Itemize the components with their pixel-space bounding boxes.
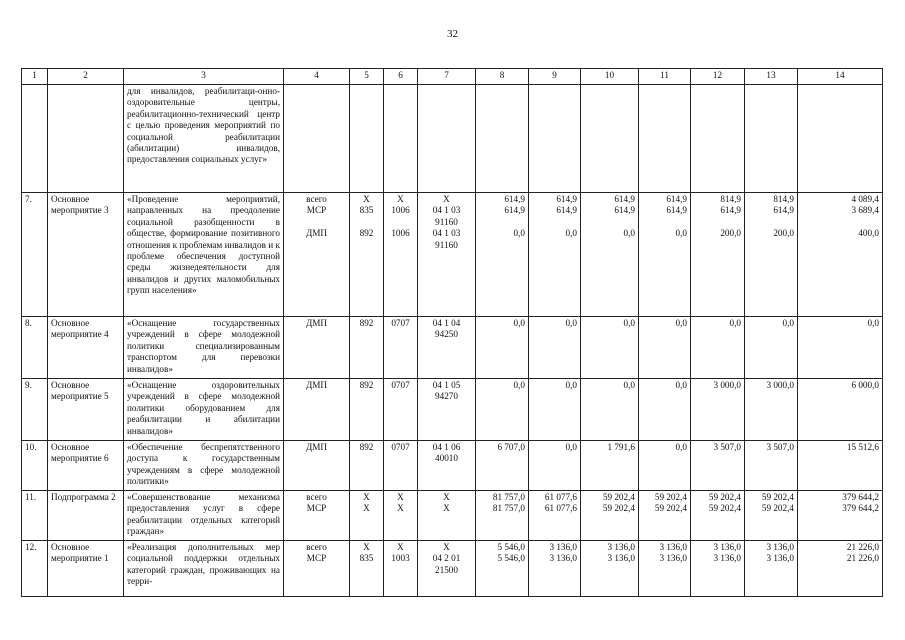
target-article-code-value: X [443,503,450,514]
year-amount [476,441,529,491]
year-amount [639,441,691,491]
amount-value: 3 136,0 [607,542,635,552]
program-row [22,541,883,597]
target-article-code-value: X [443,492,450,502]
funding-source [284,441,350,491]
amount-value: 0,0 [565,442,577,452]
funding-source-value: ДМП [305,318,328,328]
amount-value: 614,9 [614,194,635,204]
amount-value: 614,9 [666,205,687,216]
amount-value: 0,0 [782,318,794,328]
program-name: Подпрограмма 2 [48,491,124,541]
amount-value: 3 136,0 [549,542,577,552]
grbs-code [350,541,384,597]
activity-description: «Реализация дополнительных мер социальной поддержки отдельных категорий граждан, проживающих на терри- [124,541,284,597]
grbs-code [350,441,384,491]
grbs-code [350,491,384,541]
activity-description: для инвалидов, реабилитаци-онно-оздоровительные центры, реабилитационно-технический центр с целью проведения мероприятий по социальной реабилитации (абилитации) инвалидов, предоставления социальных услуг» [124,85,284,193]
column-header: 13 [745,69,798,85]
amount-value: 814,9 [720,194,741,204]
amount-value: 59 202,4 [708,492,741,502]
section-code-value: 0707 [391,318,410,328]
funding-source-value: ДМП [305,442,328,452]
program-row [22,379,883,441]
program-name: Основное мероприятие 6 [48,441,124,491]
year-amount [798,491,883,541]
year-amount [798,379,883,441]
year-amount [476,491,529,541]
amount-value: 614,9 [556,205,577,216]
program-row [22,193,883,317]
year-amount [476,541,529,597]
amount-value: 400,0 [858,228,879,239]
amount-value: 3 136,0 [766,553,794,564]
funding-source-value: всего [306,194,327,204]
amount-value: 0,0 [513,380,525,390]
continuation-row [22,85,883,193]
amount-value: 59 202,4 [654,503,687,514]
section-code-value: X [397,492,404,502]
year-amount [476,379,529,441]
section-code [384,491,418,541]
amount-value: 379 644,2 [842,503,879,514]
section-code-value: 0707 [391,380,410,390]
amount-value: 3 136,0 [607,553,635,564]
activity-description: «Оснащение государственных учреждений в сфере молодежной политики специализированным транспортом для перевозки инвалидов» [124,317,284,379]
amount-value: 0,0 [729,318,741,328]
amount-value: 81 757,0 [492,503,525,514]
amount-value: 3 136,0 [659,553,687,564]
year-amount [529,317,581,379]
grbs-code-value: 835 [359,205,374,216]
section-code-value: 1006 [391,228,410,239]
section-code [384,193,418,317]
section-code [384,317,418,379]
amount-value: 614,9 [504,205,525,216]
column-header: 5 [350,69,384,85]
section-code-value: X [397,542,404,552]
amount-value: 614,9 [504,194,525,204]
amount-value: 0,0 [675,380,687,390]
year-amount [529,193,581,317]
column-header: 10 [581,69,639,85]
year-amount [529,541,581,597]
year-amount [581,441,639,491]
amount-value: 81 757,0 [492,492,525,502]
amount-value: 0,0 [675,228,687,239]
year-amount [581,491,639,541]
funding-source-value: ДМП [305,380,328,390]
target-article-code-value: 04 1 06 40010 [432,442,461,464]
amount-value: 1 791,6 [607,442,635,452]
program-name: Основное мероприятие 5 [48,379,124,441]
amount-value: 0,0 [623,380,635,390]
year-amount [639,317,691,379]
section-code-value: 0707 [391,442,410,452]
target-article-code [418,379,476,441]
row-number: 7. [22,193,48,317]
target-article-code-value: X [443,194,450,204]
funding-source-value: МСР [306,205,327,216]
section-code-value: X [397,503,404,514]
amount-value: 59 202,4 [602,492,635,502]
target-article-code-value: 04 2 01 21500 [432,553,461,575]
amount-value: 614,9 [720,205,741,216]
amount-value: 6 000,0 [851,380,879,390]
program-name: Основное мероприятие 1 [48,541,124,597]
funding-source [284,491,350,541]
year-amount [581,317,639,379]
amount-value: 0,0 [675,442,687,452]
activity-description: «Проведение мероприятий, направленных на преодоление социальной разобщенности в обществе, формирование позитивного отношения к проблемам инвалидов и к проблеме обеспечения доступной среды жизнедеятельности для инвалидов и других маломобильных групп населения» [124,193,284,317]
target-article-code-value: 04 1 04 94250 [432,318,461,340]
funding-source [284,193,350,317]
year-amount [691,491,745,541]
column-header: 12 [691,69,745,85]
amount-value: 61 077,6 [544,492,577,502]
activity-description: «Обеспечение беспрепятственного доступа к государственным учреждениям в сфере молодежной политики» [124,441,284,491]
section-code [384,379,418,441]
year-amount [476,317,529,379]
row-number: 8. [22,317,48,379]
funding-source-value: МСР [306,503,327,514]
amount-value: 15 512,6 [846,442,879,452]
year-amount [529,379,581,441]
grbs-code [350,379,384,441]
column-header: 14 [798,69,883,85]
target-article-code-value: 04 1 03 91160 [432,228,461,250]
year-amount [691,193,745,317]
program-row [22,491,883,541]
activity-description: «Совершенствование механизма предоставления услуг в сфере реабилитации отдельных категорий граждан» [124,491,284,541]
target-article-code [418,541,476,597]
amount-value: 614,9 [556,194,577,204]
year-amount [581,379,639,441]
grbs-code-value: 892 [359,442,374,452]
amount-value: 614,9 [666,194,687,204]
amount-value: 0,0 [565,228,577,239]
row-number: 12. [22,541,48,597]
program-row [22,441,883,491]
amount-value: 3 689,4 [851,205,879,216]
section-code [384,441,418,491]
amount-value: 200,0 [773,228,794,239]
amount-value: 21 226,0 [846,553,879,564]
target-article-code [418,193,476,317]
amount-value: 3 136,0 [766,542,794,552]
year-amount [581,193,639,317]
amount-value: 3 000,0 [713,380,741,390]
amount-value: 0,0 [623,228,635,239]
target-article-code-value: 04 1 05 94270 [432,380,461,402]
page-number: 32 [447,28,458,40]
amount-value: 59 202,4 [761,503,794,514]
grbs-code-value: 892 [359,318,374,328]
table-body [22,69,883,597]
funding-source-value: МСР [306,553,327,564]
amount-value: 0,0 [675,318,687,328]
year-amount [745,441,798,491]
row-number: 11. [22,491,48,541]
amount-value: 200,0 [720,228,741,239]
target-article-code-value: X [443,542,450,552]
section-code-value: 1006 [391,205,410,216]
year-amount [745,491,798,541]
grbs-code [350,193,384,317]
amount-value: 3 507,0 [713,442,741,452]
target-article-code [418,441,476,491]
target-article-code [418,491,476,541]
amount-value: 614,9 [773,205,794,216]
amount-value: 6 707,0 [497,442,525,452]
year-amount [639,541,691,597]
grbs-code [350,317,384,379]
year-amount [529,441,581,491]
year-amount [745,541,798,597]
amount-value: 614,9 [614,205,635,216]
funding-source [284,317,350,379]
amount-value: 0,0 [565,318,577,328]
grbs-code-value: X [363,492,370,502]
funding-source [284,541,350,597]
section-code-value: X [397,194,404,204]
column-header: 1 [22,69,48,85]
year-amount [798,441,883,491]
amount-value: 59 202,4 [602,503,635,514]
year-amount [691,541,745,597]
section-code-value: 1003 [391,553,410,564]
year-amount [476,193,529,317]
amount-value: 3 136,0 [659,542,687,552]
year-amount [745,317,798,379]
year-amount [529,491,581,541]
amount-value: 4 089,4 [851,194,879,204]
amount-value: 3 136,0 [713,553,741,564]
amount-value: 59 202,4 [761,492,794,502]
funding-source [284,379,350,441]
section-code [384,541,418,597]
column-header: 7 [418,69,476,85]
grbs-code-value: X [363,503,370,514]
grbs-code-value: X [363,542,370,552]
row-number: 9. [22,379,48,441]
amount-value: 814,9 [773,194,794,204]
year-amount [639,491,691,541]
column-header-row [22,69,883,85]
grbs-code-value: 892 [359,380,374,390]
activity-description: «Оснащение оздоровительных учреждений в сфере молодежной политики оборудованием для реабилитации и абилитации инвалидов» [124,379,284,441]
year-amount [691,317,745,379]
funding-source-value: всего [306,492,327,502]
amount-value: 3 000,0 [766,380,794,390]
year-amount [745,379,798,441]
amount-value: 379 644,2 [842,492,879,502]
amount-value: 21 226,0 [846,542,879,552]
year-amount [581,541,639,597]
year-amount [691,441,745,491]
amount-value: 59 202,4 [708,503,741,514]
amount-value: 5 546,0 [497,542,525,552]
column-header: 4 [284,69,350,85]
column-header: 9 [529,69,581,85]
grbs-code-value: X [363,194,370,204]
amount-value: 0,0 [565,380,577,390]
amount-value: 3 136,0 [713,542,741,552]
column-header: 6 [384,69,418,85]
row-number: 10. [22,441,48,491]
program-row [22,317,883,379]
column-header: 2 [48,69,124,85]
target-article-code-value: 04 1 03 91160 [432,205,461,227]
year-amount [798,193,883,317]
column-header: 8 [476,69,529,85]
amount-value: 5 546,0 [497,553,525,564]
year-amount [691,379,745,441]
year-amount [798,541,883,597]
amount-value: 3 507,0 [766,442,794,452]
grbs-code-value: 835 [359,553,374,564]
budget-table [21,68,883,597]
column-header: 11 [639,69,691,85]
funding-source-value: всего [306,542,327,552]
column-header: 3 [124,69,284,85]
amount-value: 0,0 [513,318,525,328]
funding-source-value: ДМП [305,228,328,239]
amount-value: 61 077,6 [544,503,577,514]
year-amount [745,193,798,317]
amount-value: 0,0 [513,228,525,239]
program-name: Основное мероприятие 4 [48,317,124,379]
year-amount [798,317,883,379]
program-name: Основное мероприятие 3 [48,193,124,317]
amount-value: 0,0 [623,318,635,328]
year-amount [639,193,691,317]
target-article-code [418,317,476,379]
amount-value: 3 136,0 [549,553,577,564]
year-amount [639,379,691,441]
amount-value: 0,0 [867,318,879,328]
grbs-code-value: 892 [359,228,374,239]
amount-value: 59 202,4 [654,492,687,502]
